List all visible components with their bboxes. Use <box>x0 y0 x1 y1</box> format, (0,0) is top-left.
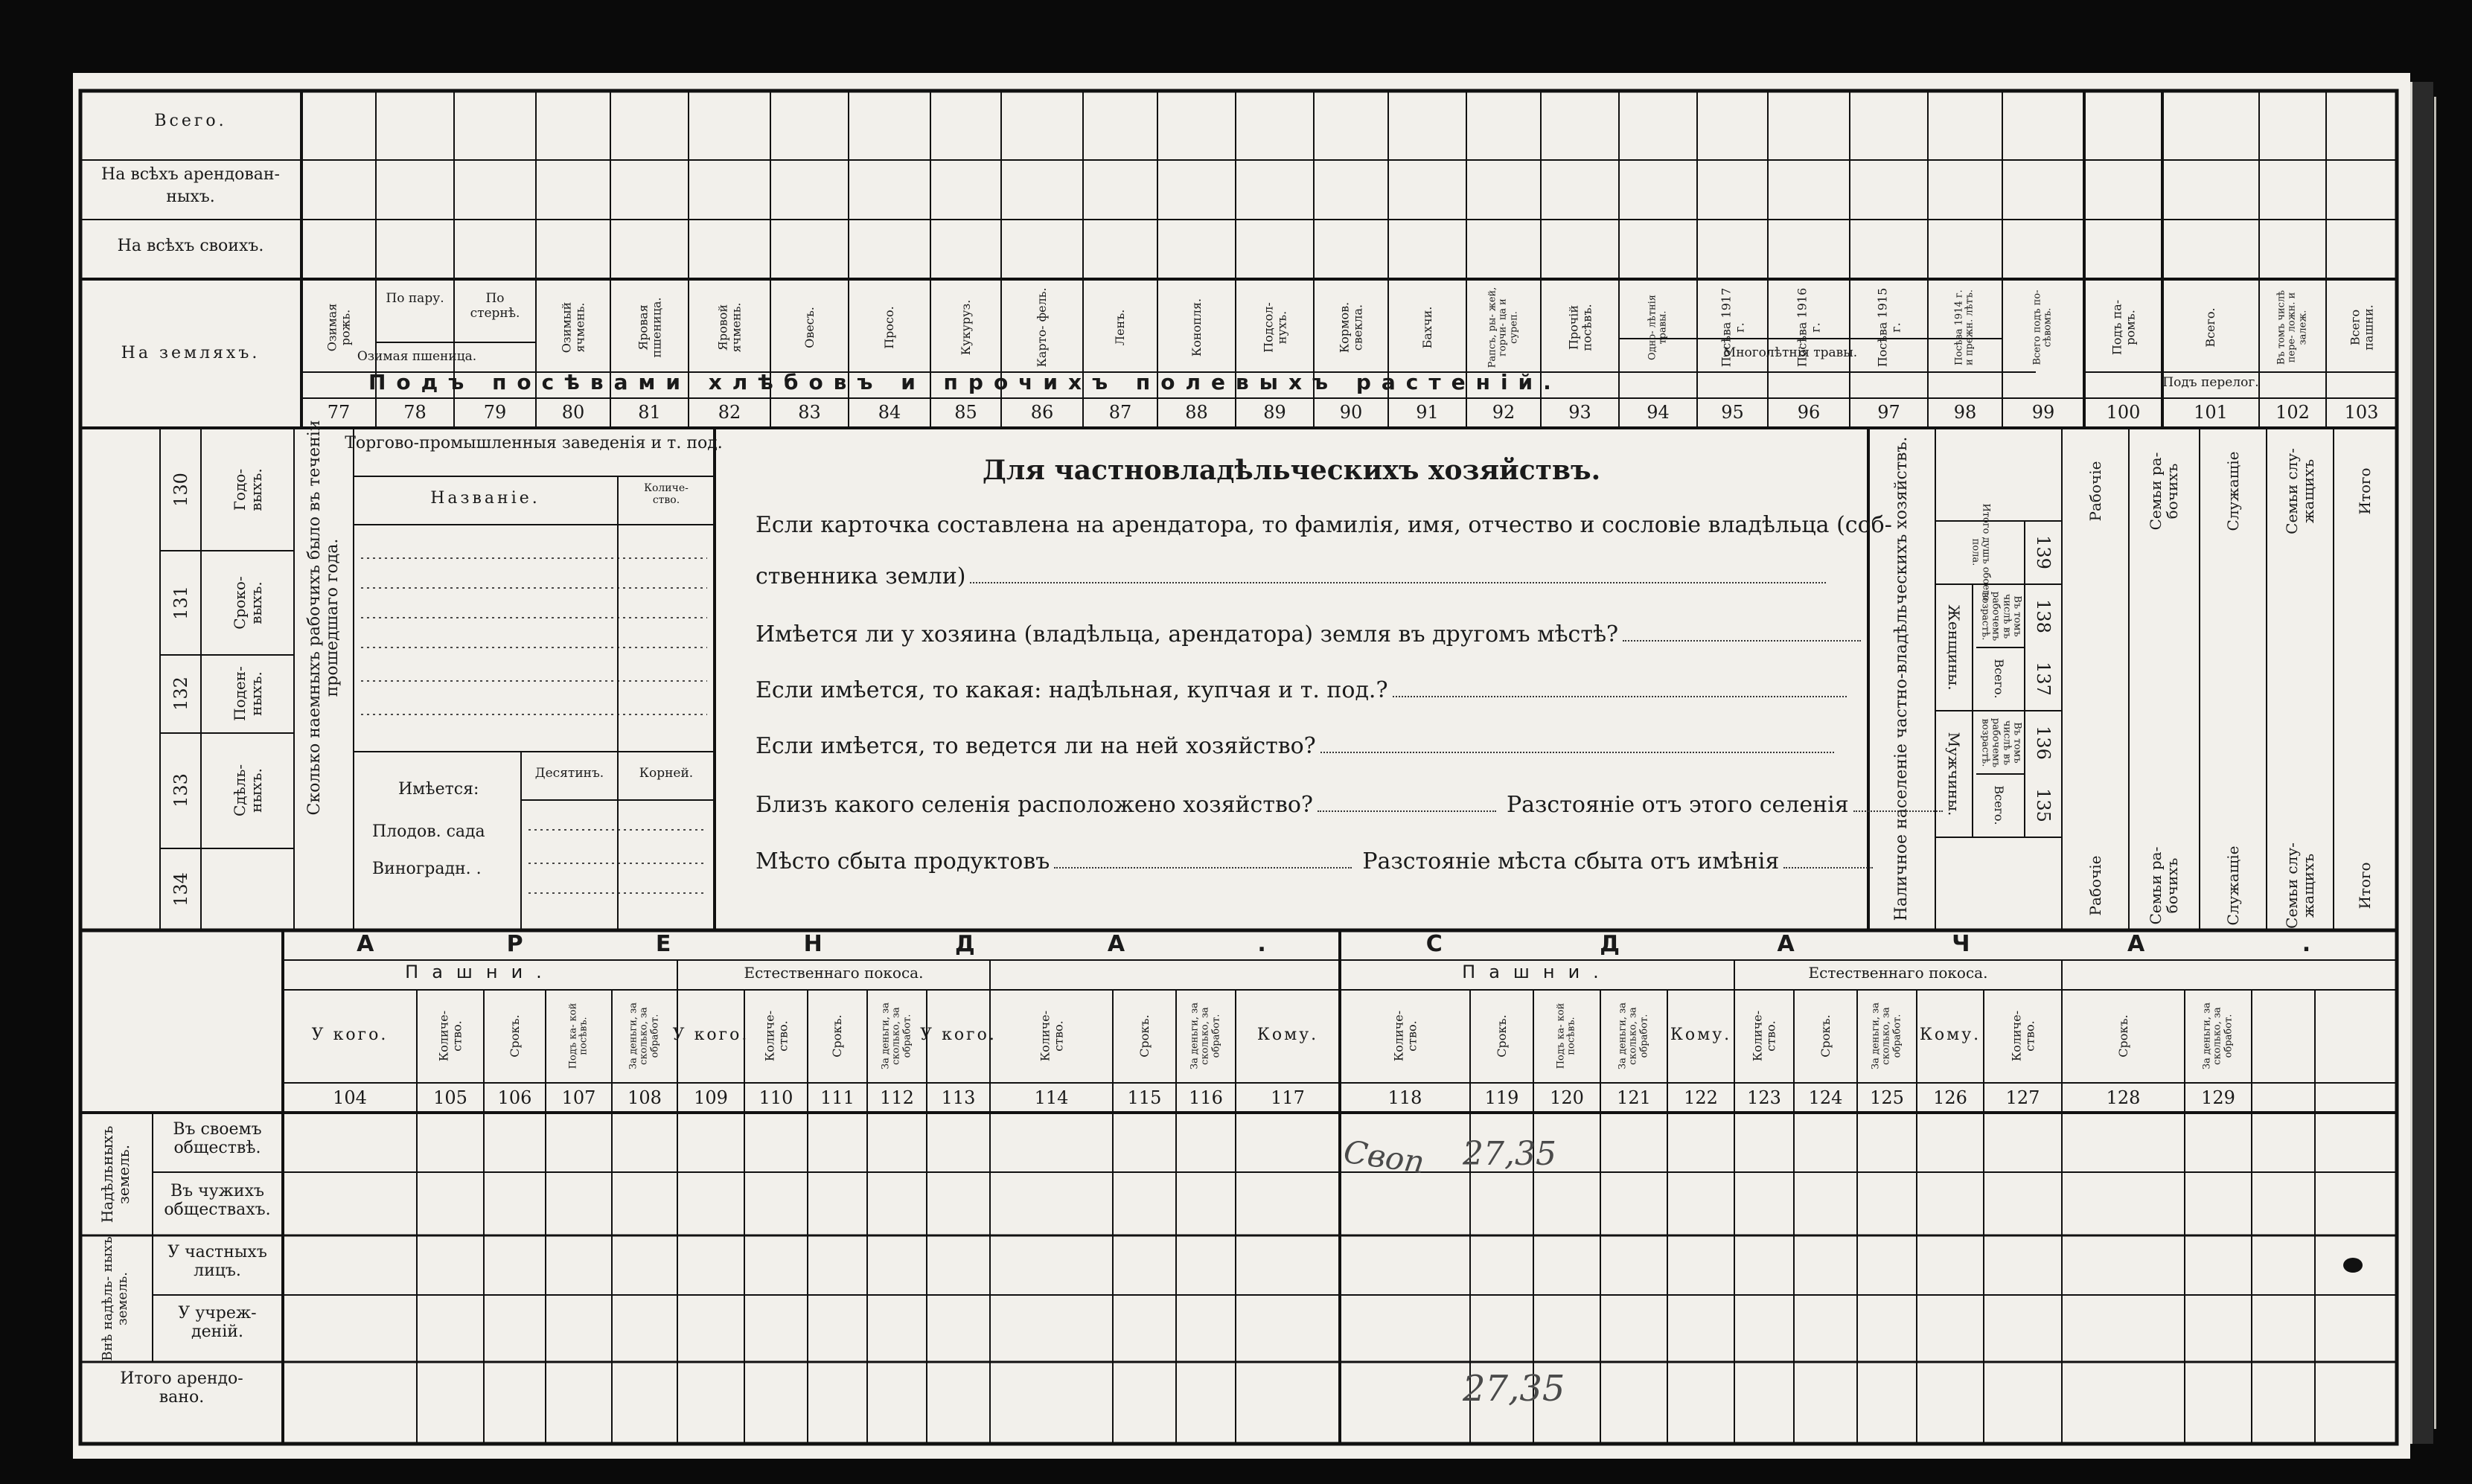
sdacha-title-letter-1: Д <box>1600 931 1620 957</box>
women-worker-age: Въ томъ числѣ въ рабочемъ возрастѣ. <box>1979 591 2023 642</box>
crop-col-num-79: 79 <box>483 402 507 423</box>
lease-col-107: Подъ ка- кой посѣвъ. <box>567 1002 590 1069</box>
mnogoletnie-label: Многолѣтнія травы. <box>1722 345 1858 360</box>
lease-col-123: Количе- ство. <box>1750 1010 1778 1062</box>
lease-col-num-120: 120 <box>1550 1087 1584 1108</box>
trade-korney-header: Корней. <box>639 766 694 781</box>
crop-col-94: Одно- лѣтнія травы. <box>1647 295 1669 360</box>
crop-col-88: Конопля. <box>1189 298 1204 357</box>
worker-col-label-133: Сдѣль- ныхъ. <box>231 764 265 817</box>
lease-col-num-105: 105 <box>433 1087 467 1108</box>
crop-col-num-87: 87 <box>1108 402 1132 423</box>
pop-num-136: 136 <box>2033 726 2054 760</box>
lease-col-127: Количе- ство. <box>2008 1010 2037 1062</box>
crop-col-100: Подъ па- ромъ. <box>2109 299 2137 356</box>
crop-col-num-92: 92 <box>1492 402 1516 423</box>
crop-col-84: Просо. <box>882 306 897 349</box>
crop-col-num-82: 82 <box>718 402 741 423</box>
trade-qty-header: Количе- ство. <box>644 482 689 507</box>
trade-title: Торгово-промышленныя заведенія и т. под. <box>345 434 723 452</box>
lease-col-117: Кому. <box>1256 1026 1319 1044</box>
lease-col-num-109: 109 <box>694 1087 728 1108</box>
crop-col-78: По пару. <box>386 291 444 306</box>
lease-col-num-112: 112 <box>880 1087 914 1108</box>
worker-col-num-131: 131 <box>170 586 191 620</box>
crop-col-79: По стернѣ. <box>470 291 520 321</box>
pop-col-bottom-1: Семьи ра- бочихъ <box>2147 846 2181 925</box>
crop-col-num-85: 85 <box>954 402 977 423</box>
crop-col-num-90: 90 <box>1339 402 1363 423</box>
pop-num-137: 137 <box>2033 662 2054 696</box>
men-label: Мужчины. <box>1945 732 1963 816</box>
row-own-community: Въ своемъ обществѣ. <box>173 1120 262 1158</box>
crop-col-num-91: 91 <box>1416 402 1439 423</box>
crop-col-85: Кукуруз. <box>958 299 973 356</box>
sdacha-title-letter-0: С <box>1425 931 1443 957</box>
pop-col-top-1: Семьи ра- бочихъ <box>2147 452 2181 531</box>
lease-col-106: Срокъ. <box>507 1014 522 1058</box>
lease-col-num-124: 124 <box>1808 1087 1843 1108</box>
crop-col-num-97: 97 <box>1877 402 1900 423</box>
lease-col-105: Количе- ство. <box>436 1010 464 1062</box>
crop-col-90: Кормов. свекла. <box>1337 301 1364 354</box>
crop-col-num-83: 83 <box>798 402 821 423</box>
total-both-sexes: Итого душъ обоего пола. <box>1970 503 1992 601</box>
lease-group-0: Пашни. <box>405 962 555 982</box>
sdacha-title-letter-5: . <box>2302 931 2311 957</box>
crop-col-num-78: 78 <box>403 402 427 423</box>
crop-col-86: Карто- фель. <box>1035 287 1050 368</box>
worker-col-label-130: Годо- выхъ. <box>231 468 265 511</box>
lease-col-118: Количе- ство. <box>1390 1010 1419 1062</box>
lease-col-num-104: 104 <box>333 1087 367 1108</box>
lease-col-108: За деньги, за сколько, за обработ. <box>627 1002 661 1070</box>
question-owner: Если карточка составлена на арендатора, то фамилія, имя, отчество и сословіе владѣльца (соб- <box>756 512 1892 538</box>
lease-col-116: За деньги, за сколько, за обработ. <box>1189 1002 1222 1070</box>
pop-col-bottom-4: Итого <box>2356 862 2374 909</box>
sdacha-title-letter-3: Ч <box>1952 931 1970 957</box>
crop-col-102: Въ томъ числѣ пере- ложн. и залеж. <box>2275 290 2309 365</box>
arenda-title-letter-2: Е <box>655 931 671 957</box>
crop-col-80: Озимый ячмень. <box>559 301 587 354</box>
lease-col-121: За деньги, за сколько, за обработ. <box>1617 1002 1650 1070</box>
lease-col-104: У кого. <box>311 1026 389 1044</box>
row-institutions: У учреж- деній. <box>178 1304 257 1342</box>
pop-col-bottom-2: Служащіе <box>2224 845 2242 926</box>
crop-col-92: Рапсъ, ры- жей, горчи- ца и суреп. <box>1486 287 1520 368</box>
crop-col-num-80: 80 <box>561 402 585 423</box>
lease-col-112: За деньги, за сколько, за обработ. <box>880 1002 913 1070</box>
lease-col-109: У кого. <box>672 1026 750 1044</box>
lease-col-num-126: 126 <box>1933 1087 1967 1108</box>
crop-col-98: Посѣва 1914 г. и прежн. лѣтъ. <box>1953 289 1976 366</box>
lease-col-119: Срокъ. <box>1494 1014 1509 1058</box>
handwritten-note: Своп <box>1341 1133 1427 1181</box>
crop-col-96: Посѣва 1916 г. <box>1795 287 1822 368</box>
sdacha-title-letter-4: А <box>2127 931 2145 957</box>
trade-has-label: Имѣется: <box>398 780 479 799</box>
lease-col-num-125: 125 <box>1870 1087 1904 1108</box>
question-land-type: Если имѣется, то какая: надѣльная, купчая и т. под.? <box>756 676 1847 705</box>
arenda-title-letter-5: А <box>1107 931 1125 957</box>
crop-col-num-99: 99 <box>2031 402 2055 423</box>
lease-col-num-108: 108 <box>627 1087 662 1108</box>
pop-col-top-3: Семьи слу- жащихъ <box>2283 448 2317 534</box>
row-other-communities: Въ чужихъ обществахъ. <box>164 1182 271 1220</box>
lease-col-num-128: 128 <box>2106 1087 2141 1108</box>
question-owner-cont: ственника земли) <box>756 562 1826 591</box>
lease-group-3: Естественнаго покоса. <box>1808 964 1988 982</box>
lease-col-num-119: 119 <box>1484 1087 1519 1108</box>
row-label-vsego: Всего. <box>154 112 227 130</box>
hired-workers-title: Сколько наемныхъ рабочихъ было въ теченіи прошедшаго года. <box>304 420 342 816</box>
orchard-label: Плодов. сада <box>372 822 485 841</box>
pod-perelog-label: Подъ перелог. <box>2162 375 2259 390</box>
crop-col-103: Всего пашни. <box>2347 304 2375 351</box>
crops-band-title: Подъ посѣвами хлѣбовъ и прочихъ полевыхъ растеній. <box>368 370 1562 394</box>
crop-col-97: Посѣва 1915 г. <box>1874 287 1903 368</box>
row-label-arendovannyh-2: ныхъ. <box>166 188 215 206</box>
lease-col-num-123: 123 <box>1747 1087 1781 1108</box>
handwritten-value-1: 27,35 <box>1463 1135 1556 1173</box>
vineyard-label: Виноградн. . <box>372 860 482 878</box>
lease-col-num-106: 106 <box>497 1087 532 1108</box>
crop-col-num-89: 89 <box>1263 402 1286 423</box>
lease-col-120: Подъ ка- кой посѣвъ. <box>1555 1002 1577 1069</box>
pop-col-top-4: Итого <box>2356 467 2374 515</box>
lease-col-129: За деньги, за сколько, за обработ. <box>2201 1002 2235 1070</box>
arenda-title-letter-1: Р <box>506 931 523 957</box>
crop-col-num-100: 100 <box>2106 402 2141 423</box>
worker-col-num-130: 130 <box>170 473 191 507</box>
lease-col-num-122: 122 <box>1684 1087 1718 1108</box>
crop-col-num-86: 86 <box>1030 402 1054 423</box>
worker-col-label-131: Сроко- выхъ. <box>231 576 265 630</box>
nadel-lands-label: Надѣльныхъ земель. <box>98 1125 132 1224</box>
row-label-arendovannyh: На всѣхъ арендован- <box>101 165 280 184</box>
crop-col-101: Всего. <box>2203 307 2218 348</box>
crop-col-num-94: 94 <box>1647 402 1670 423</box>
row-label-na-zemlyah: На земляхъ. <box>121 344 261 362</box>
lease-col-115: Срокъ. <box>1137 1014 1152 1058</box>
arenda-title-letter-0: А <box>357 931 374 957</box>
worker-col-num-133: 133 <box>170 773 191 807</box>
worker-col-num-132: 132 <box>170 677 191 711</box>
crop-col-num-95: 95 <box>1721 402 1744 423</box>
crop-col-num-98: 98 <box>1953 402 1977 423</box>
row-label-svoih: На всѣхъ своихъ. <box>117 237 264 255</box>
lease-col-110: Количе- ство. <box>761 1010 790 1062</box>
arenda-title-letter-6: . <box>1257 931 1266 957</box>
crop-col-81: Яровая пшеница. <box>635 297 663 358</box>
lease-col-num-114: 114 <box>1034 1087 1069 1108</box>
crop-col-num-101: 101 <box>2194 402 2228 423</box>
trade-desyatin-header: Десятинъ. <box>534 766 604 781</box>
page-edge <box>2410 82 2433 1444</box>
trade-name-header: Названіе. <box>430 489 540 508</box>
lease-col-num-107: 107 <box>561 1087 596 1108</box>
men-vsego: Всего. <box>1991 785 2006 825</box>
lease-col-126: Кому. <box>1919 1026 1981 1044</box>
non-nadel-lands-label: Внѣ надѣль- ныхъ земель. <box>100 1236 130 1361</box>
lease-col-num-115: 115 <box>1127 1087 1162 1108</box>
question-farmed: Если имѣется, то ведется ли на ней хозяйство? <box>756 732 1834 761</box>
arenda-title-letter-4: Д <box>954 931 975 957</box>
crop-col-num-96: 96 <box>1797 402 1821 423</box>
lease-col-num-110: 110 <box>758 1087 793 1108</box>
lease-group-2: Пашни. <box>1462 962 1612 982</box>
lease-col-num-121: 121 <box>1617 1087 1651 1108</box>
private-farms-title: Для частновладѣльческихъ хозяйствъ. <box>982 455 1601 486</box>
census-card-sheet <box>73 73 2410 1459</box>
crop-col-num-77: 77 <box>327 402 351 423</box>
crop-col-num-93: 93 <box>1568 402 1591 423</box>
crop-col-87: Ленъ. <box>1113 309 1128 346</box>
crop-col-num-102: 102 <box>2275 402 2310 423</box>
crop-col-89: Подсол- нухъ. <box>1260 302 1288 353</box>
handwritten-value-2: 27,35 <box>1463 1368 1565 1410</box>
ink-blot <box>2343 1258 2363 1273</box>
question-other-land: Имѣется ли у хозяина (владѣльца, арендатора) земля въ другомъ мѣстѣ? <box>756 620 1861 649</box>
crop-col-82: Яровой ячмень. <box>715 302 743 353</box>
pop-num-139: 139 <box>2033 535 2054 569</box>
lease-group-1: Естественнаго покоса. <box>744 964 924 982</box>
pop-col-top-2: Служащіе <box>2224 451 2242 531</box>
women-label: Женщины. <box>1945 604 1963 691</box>
lease-col-128: Срокъ. <box>2115 1014 2130 1058</box>
lease-col-111: Срокъ. <box>830 1014 845 1058</box>
lease-col-num-118: 118 <box>1387 1087 1422 1108</box>
crop-col-num-81: 81 <box>638 402 661 423</box>
crop-col-83: Овесъ. <box>802 307 817 348</box>
pop-num-135: 135 <box>2033 788 2054 822</box>
pop-col-top-0: Рабочіе <box>2086 461 2104 522</box>
question-market: Мѣсто сбыта продуктовъ Разстояніе мѣста сбыта отъ имѣнія <box>756 847 1873 876</box>
lease-col-124: Срокъ. <box>1818 1014 1833 1058</box>
crop-col-num-84: 84 <box>878 402 901 423</box>
lease-col-num-127: 127 <box>2005 1087 2040 1108</box>
crop-col-num-88: 88 <box>1185 402 1208 423</box>
pop-col-bottom-3: Семьи слу- жащихъ <box>2283 842 2317 929</box>
crop-col-num-103: 103 <box>2344 402 2379 423</box>
lease-col-125: За деньги, за сколько, за обработ. <box>1870 1002 1903 1070</box>
row-total-leased: Итого арендо- вано. <box>120 1369 243 1407</box>
lease-col-num-111: 111 <box>820 1087 855 1108</box>
lease-col-num-116: 116 <box>1189 1087 1223 1108</box>
sdacha-title <box>1347 932 2389 958</box>
lease-col-113: У кого. <box>920 1026 997 1044</box>
page-edge-shadow <box>2434 97 2444 1429</box>
arenda-title-letter-3: Н <box>803 931 823 957</box>
lease-col-122: Кому. <box>1670 1026 1732 1044</box>
arenda-title <box>290 932 1332 958</box>
pop-col-bottom-0: Рабочіе <box>2086 855 2104 916</box>
lease-col-num-117: 117 <box>1271 1087 1305 1108</box>
question-village: Близъ какого селенія расположено хозяйство? Разстояніе отъ этого селенія <box>756 790 1943 819</box>
men-worker-age: Въ томъ числѣ въ рабочемъ возрастѣ. <box>1979 717 2023 768</box>
lease-col-114: Количе- ство. <box>1037 1010 1065 1062</box>
lease-col-num-129: 129 <box>2201 1087 2235 1108</box>
crop-col-95: Посѣва 1917 г. <box>1718 287 1746 368</box>
worker-col-label-132: Поден- ныхъ. <box>231 666 265 721</box>
lease-col-num-113: 113 <box>941 1087 976 1108</box>
worker-col-num-134: 134 <box>170 872 191 906</box>
crop-col-93: Прочій посѣвъ. <box>1565 304 1594 351</box>
women-vsego: Всего. <box>1991 659 2006 699</box>
pop-num-138: 138 <box>2033 599 2054 633</box>
ozimaya-pshenitsa-label: Озимая пшеница. <box>357 349 477 364</box>
crop-col-99: Всего подъ по- сѣвомъ. <box>2031 290 2054 365</box>
crop-col-91: Бахчи. <box>1419 306 1434 349</box>
row-private-persons: У частныхъ лицъ. <box>167 1243 267 1281</box>
crop-col-77: Озимая рожь. <box>325 303 352 352</box>
population-title: Наличное населеніе частно-владѣльческихъ хозяйствъ. <box>1891 436 1911 921</box>
sdacha-title-letter-2: А <box>1777 931 1795 957</box>
